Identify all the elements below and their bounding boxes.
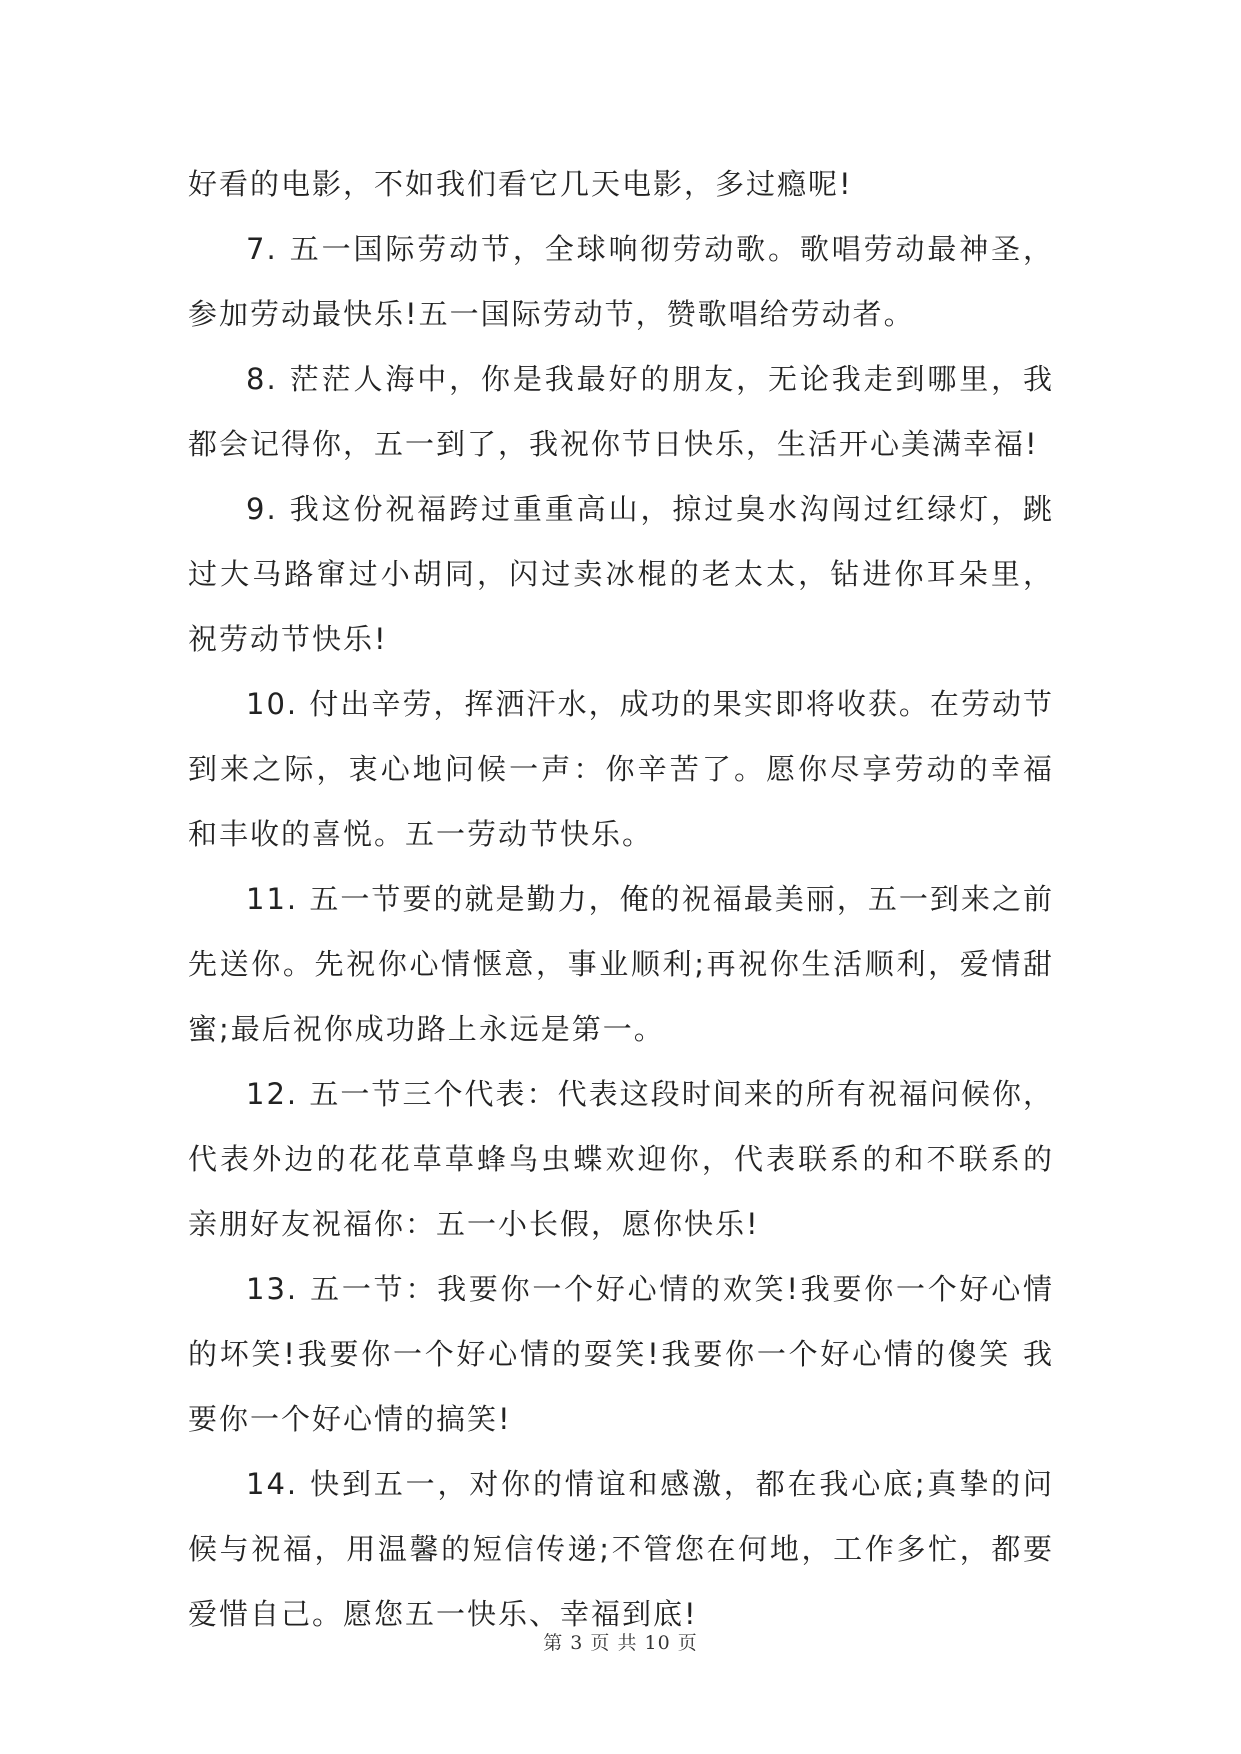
- paragraph-item-9: 9. 我这份祝福跨过重重高山，掠过臭水沟闯过红绿灯，跳过大马路窜过小胡同，闪过卖冰棍的老太太，钻进你耳朵里，祝劳动节快乐!: [188, 492, 1054, 656]
- paragraph-item-7: 7. 五一国际劳动节，全球响彻劳动歌。歌唱劳动最神圣，参加劳动最快乐!五一国际劳动节，赞歌唱给劳动者。: [188, 232, 1054, 331]
- paragraph-continuation: 好看的电影，不如我们看它几天电影，多过瘾呢!: [188, 167, 853, 201]
- paragraph-item-12: 12. 五一节三个代表：代表这段时间来的所有祝福问候你，代表外边的花花草草蜂鸟虫蝶欢迎你，代表联系的和不联系的亲朋好友祝福你：五一小长假，愿你快乐!: [188, 1077, 1054, 1241]
- page-number-footer: 第 3 页 共 10 页: [543, 1632, 698, 1654]
- paragraph-item-11: 11. 五一节要的就是勤力，俺的祝福最美丽，五一到来之前先送你。先祝你心情惬意，事业顺利;再祝你生活顺利，爱情甜蜜;最后祝你成功路上永远是第一。: [188, 882, 1054, 1046]
- paragraph-item-14: 14. 快到五一，对你的情谊和感激，都在我心底;真挚的问候与祝福，用温馨的短信传递;不管您在何地，工作多忙，都要爱惜自己。愿您五一快乐、幸福到底!: [188, 1467, 1054, 1631]
- paragraph-item-10: 10. 付出辛劳，挥洒汗水，成功的果实即将收获。在劳动节到来之际，衷心地问候一声：你辛苦了。愿你尽享劳动的幸福和丰收的喜悦。五一劳动节快乐。: [188, 687, 1054, 851]
- paragraph-item-13: 13. 五一节：我要你一个好心情的欢笑!我要你一个好心情的坏笑!我要你一个好心情的耍笑!我要你一个好心情的傻笑 我要你一个好心情的搞笑!: [188, 1272, 1054, 1436]
- document-body: [188, 152, 1054, 1647]
- paragraph-item-8: 8. 茫茫人海中，你是我最好的朋友，无论我走到哪里，我都会记得你，五一到了，我祝你节日快乐，生活开心美满幸福!: [188, 362, 1054, 461]
